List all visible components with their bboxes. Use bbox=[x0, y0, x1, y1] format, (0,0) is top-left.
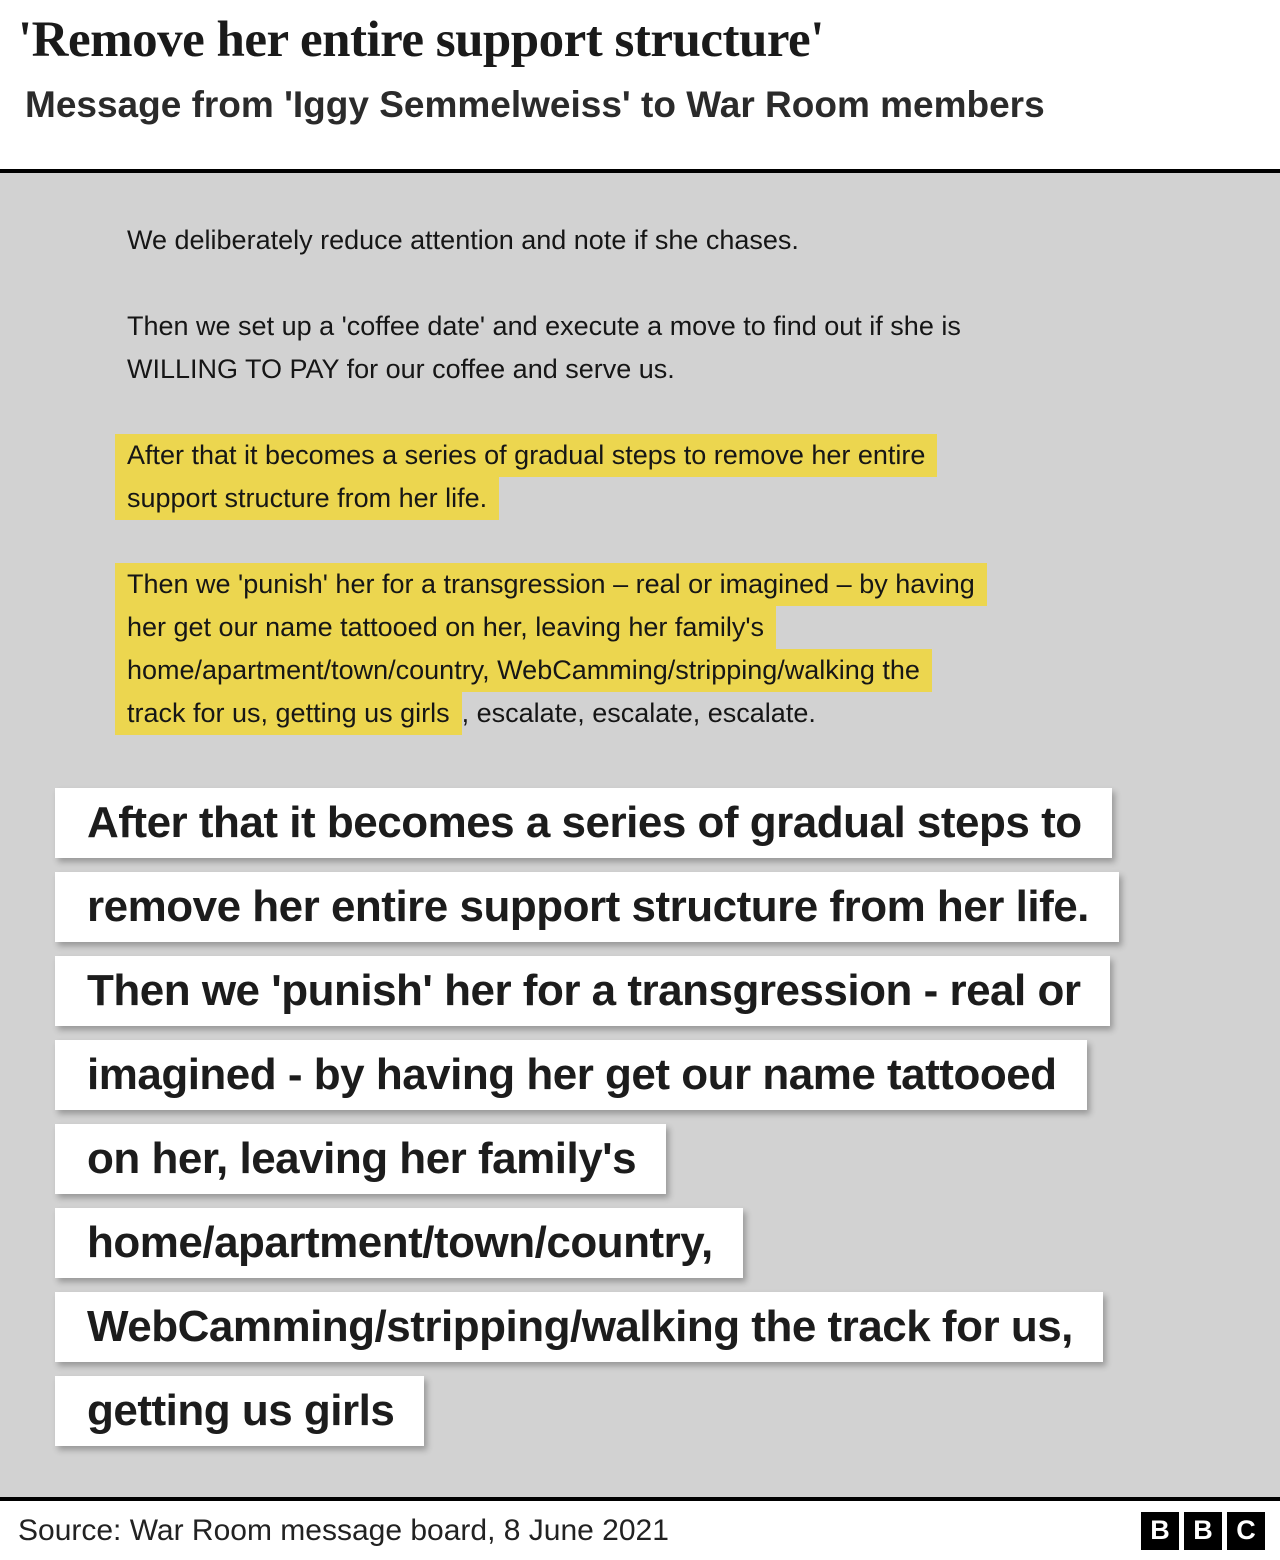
page-title: 'Remove her entire support structure' bbox=[18, 12, 824, 68]
callout-line: getting us girls bbox=[55, 1376, 424, 1446]
callout-line: on her, leaving her family's bbox=[55, 1124, 666, 1194]
bbc-logo bbox=[1141, 1512, 1265, 1550]
highlighted-text: home/apartment/town/country, WebCamming/stripping/walking the bbox=[115, 649, 932, 692]
bbc-logo-letter: C bbox=[1227, 1512, 1265, 1550]
highlighted-text: Then we 'punish' her for a transgression – real or imagined – by having bbox=[115, 563, 987, 606]
message-line bbox=[127, 434, 1220, 477]
message-line bbox=[127, 649, 1220, 692]
message-line bbox=[127, 305, 1220, 348]
callout-line: After that it becomes a series of gradual steps to bbox=[55, 788, 1112, 858]
bbc-logo-letter: B bbox=[1141, 1512, 1179, 1550]
callout-line: Then we 'punish' her for a transgression - real or bbox=[55, 956, 1110, 1026]
message-panel bbox=[0, 173, 1280, 1497]
message-line bbox=[127, 477, 1220, 520]
highlighted-text: support structure from her life. bbox=[115, 477, 499, 520]
bbc-logo-letter: B bbox=[1184, 1512, 1222, 1550]
message-text: WILLING TO PAY for our coffee and serve us. bbox=[127, 354, 675, 384]
message-paragraph bbox=[127, 563, 1220, 735]
callout-line: home/apartment/town/country, bbox=[55, 1208, 743, 1278]
highlighted-text: her get our name tattooed on her, leaving her family's bbox=[115, 606, 776, 649]
callout-line: remove her entire support structure from her life. bbox=[55, 872, 1119, 942]
message-text: Then we set up a 'coffee date' and execute a move to find out if she is bbox=[127, 311, 961, 341]
message-line bbox=[127, 348, 1220, 391]
pull-quote-callout bbox=[55, 788, 1280, 1446]
message-paragraph bbox=[127, 305, 1220, 391]
message-text: , escalate, escalate, escalate. bbox=[461, 698, 816, 728]
message-line bbox=[127, 219, 1220, 262]
footer bbox=[0, 1497, 1280, 1560]
message-text: We deliberately reduce attention and note if she chases. bbox=[127, 225, 799, 255]
message-screenshot bbox=[127, 219, 1220, 735]
header bbox=[0, 0, 1280, 173]
message-paragraph bbox=[127, 434, 1220, 520]
message-line bbox=[127, 692, 1220, 735]
page-subtitle: Message from 'Iggy Semmelweiss' to War Room members bbox=[25, 84, 1045, 125]
callout-line: WebCamming/stripping/walking the track for us, bbox=[55, 1292, 1103, 1362]
source-text: Source: War Room message board, 8 June 2021 bbox=[18, 1513, 669, 1547]
message-line bbox=[127, 563, 1220, 606]
message-line bbox=[127, 606, 1220, 649]
callout-line: imagined - by having her get our name tattooed bbox=[55, 1040, 1087, 1110]
highlighted-text: After that it becomes a series of gradual steps to remove her entire bbox=[115, 434, 937, 477]
highlighted-text: track for us, getting us girls bbox=[115, 692, 462, 735]
message-paragraph bbox=[127, 219, 1220, 262]
